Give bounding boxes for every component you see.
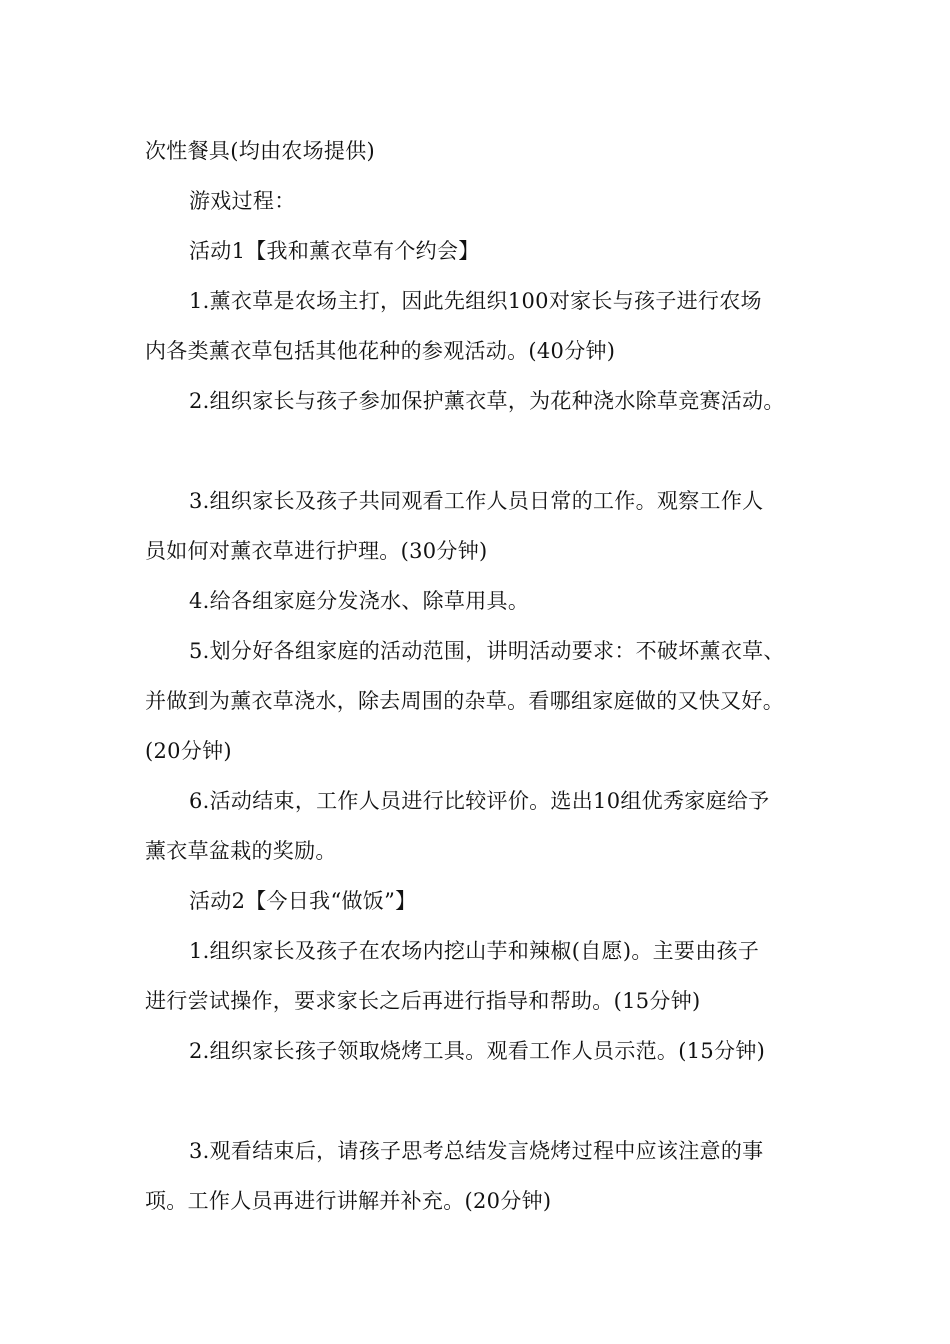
text-line: 2.组织家长与孩子参加保护薰衣草，为花种浇水除草竞赛活动。 xyxy=(189,389,785,413)
text-line: 并做到为薰衣草浇水，除去周围的杂草。看哪组家庭做的又快又好。 xyxy=(145,689,784,713)
text-line: 内各类薰衣草包括其他花种的参观活动。(40分钟) xyxy=(145,339,616,363)
activity-title: 活动2【今日我“做饭”】 xyxy=(189,889,417,913)
text-line: 4.给各组家庭分发浇水、除草用具。 xyxy=(189,589,530,613)
text-line: 3.观看结束后，请孩子思考总结发言烧烤过程中应该注意的事 xyxy=(189,1139,764,1163)
text-line: 员如何对薰衣草进行护理。(30分钟) xyxy=(145,539,488,563)
text-line: 1.薰衣草是农场主打，因此先组织100对家长与孩子进行农场 xyxy=(189,289,762,313)
text-line: 薰衣草盆栽的奖励。 xyxy=(145,839,337,863)
text-line: 6.活动结束，工作人员进行比较评价。选出10组优秀家庭给予 xyxy=(189,789,770,813)
text-line: (20分钟) xyxy=(145,739,232,763)
text-line: 3.组织家长及孩子共同观看工作人员日常的工作。观察工作人 xyxy=(189,489,764,513)
section-heading: 游戏过程： xyxy=(189,189,296,213)
text-line: 1.组织家长及孩子在农场内挖山芋和辣椒(自愿)。主要由孩子 xyxy=(189,939,760,963)
text-line: 次性餐具(均由农场提供) xyxy=(145,139,375,163)
text-line: 2.组织家长孩子领取烧烤工具。观看工作人员示范。(15分钟) xyxy=(189,1039,766,1063)
text-line: 项。工作人员再进行讲解并补充。(20分钟) xyxy=(145,1189,552,1213)
text-line: 进行尝试操作，要求家长之后再进行指导和帮助。(15分钟) xyxy=(145,989,701,1013)
activity-title: 活动1【我和薰衣草有个约会】 xyxy=(189,239,480,263)
text-line: 5.划分好各组家庭的活动范围，讲明活动要求：不破坏薰衣草、 xyxy=(189,639,785,663)
